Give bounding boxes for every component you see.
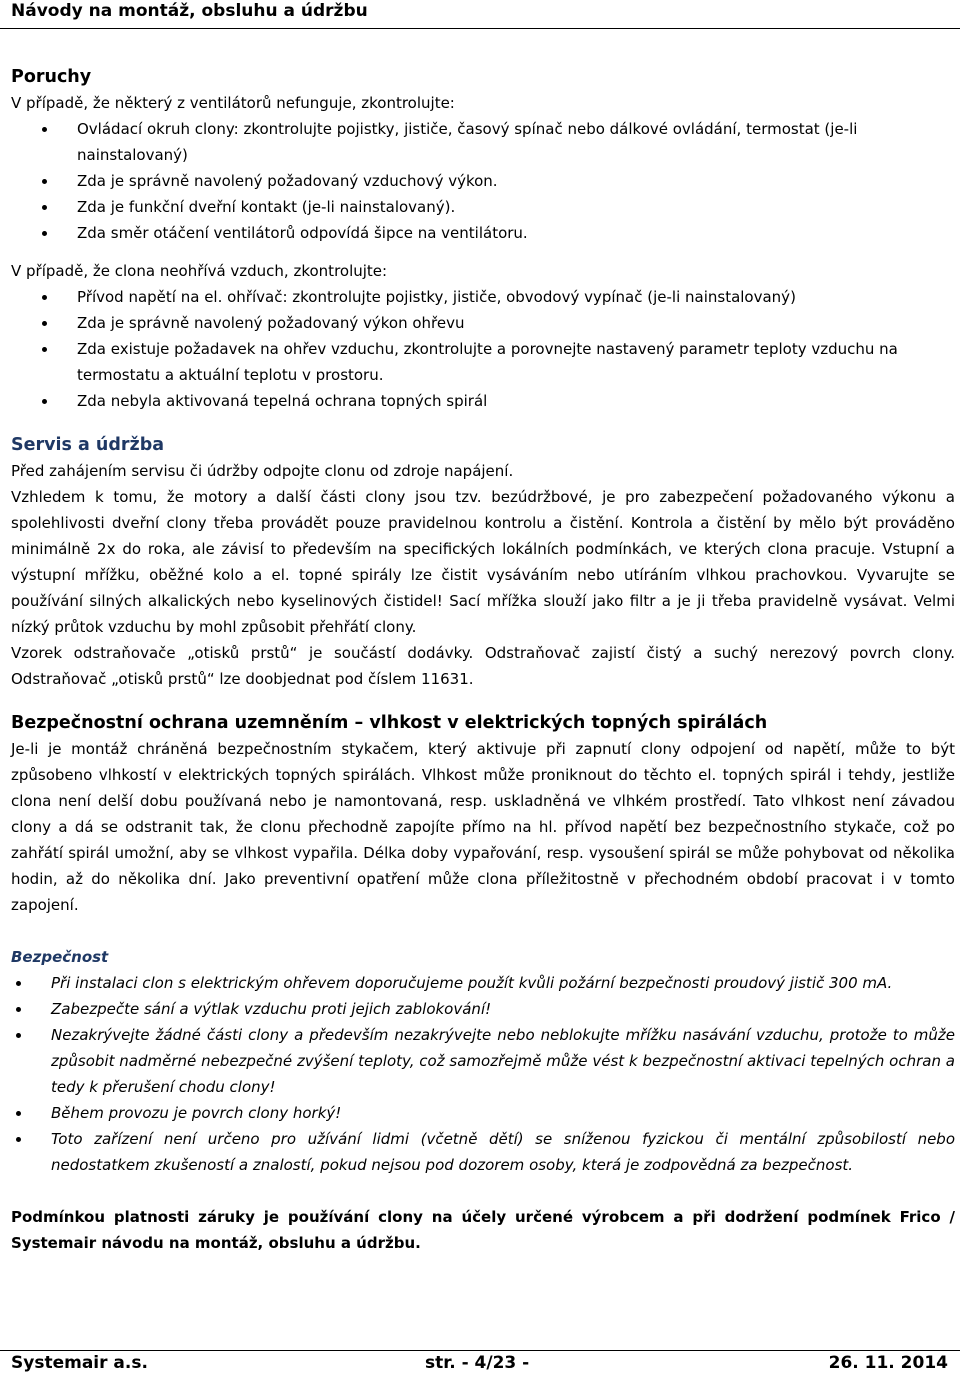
list-item: Při instalaci clon s elektrickým ohřevem doporučujeme použít kvůli požární bezpečnosti proudový jistič 300 mA. [11, 970, 955, 996]
list-item: Nezakrývejte žádné části clony a především nezakrývejte nebo neblokujte mřížku nasávání vzduchu, protože to může způsobit nadměrné nebezpečné zvýšení teploty, což samozřejmě může vést k bezpečnostní aktivaci tepelných ochran a tedy k přerušení chodu clony! [11, 1022, 955, 1100]
warranty-note: Podmínkou platnosti záruky je používání clony na účely určené výrobcem a při dodržení podmínek Frico / Systemair návodu na montáž, obsluhu a údržbu. [11, 1208, 955, 1252]
list-item: Ovládací okruh clony: zkontrolujte pojistky, jističe, časový spínač nebo dálkové ovládání, termostat (je-li nainstalovaný) [11, 116, 955, 168]
section-heading-bezpecnost: Bezpečnost [11, 948, 109, 966]
paragraph-servis-1: Před zahájením servisu či údržby odpojte clonu od zdroje napájení. [11, 462, 514, 480]
bullet-icon [42, 127, 47, 132]
bullet-icon [16, 1007, 21, 1012]
list-item: Během provozu je povrch clony horký! [11, 1100, 955, 1126]
bullet-icon [42, 231, 47, 236]
bullet-icon [42, 347, 47, 352]
paragraph-ochrana: Je-li je montáž chráněná bezpečnostním stykačem, který aktivuje při zapnutí clony odpojení od napětí, může to být způsobeno vlhkostí v elektrických topných spirálách. Vlhkost může proniknout do těchto el. topných spirál i tehdy, jestliže clona není delší dobu používaná nebo je namontovaná, resp. uskladněná ve vlhkém prostředí. Tato vlhkost není závadou clony a dá se odstranit tak, že clonu přechodně zapojíte přímo na hl. přívod napětí bez bezpečnostního stykače, což po zahřátí spirál umožní, aby se vlhkost vypařila. Délka doby vypařování, resp. vysoušení spirál se může pohybovat od několika hodin, až do několika dní. Jako preventivní opatření může clona příležitostně v přechodném období pracovat i v tomto zapojení. [11, 740, 955, 914]
list-item: Zda nebyla aktivovaná tepelná ochrana topných spirál [11, 388, 955, 414]
bullet-icon [16, 1033, 21, 1038]
bullet-icon [16, 1137, 21, 1142]
header-title: Návody na montáž, obsluhu a údržbu [11, 1, 368, 21]
list-item: Zda směr otáčení ventilátorů odpovídá šipce na ventilátoru. [11, 220, 955, 246]
document-body [11, 64, 955, 1256]
heating-check-list [11, 284, 955, 414]
page-footer [0, 1350, 960, 1375]
bullet-icon [42, 295, 47, 300]
header-divider [0, 28, 960, 29]
footer-company: Systemair a.s. [11, 1353, 148, 1373]
footer-divider [0, 1350, 960, 1351]
bullet-icon [16, 1111, 21, 1116]
paragraph-intro-fans: V případě, že některý z ventilátorů nefunguje, zkontrolujte: [11, 94, 455, 112]
list-item: Přívod napětí na el. ohřívač: zkontrolujte pojistky, jističe, obvodový vypínač (je-li nainstalovaný) [11, 284, 955, 310]
footer-date: 26. 11. 2014 [828, 1353, 948, 1373]
bullet-icon [42, 179, 47, 184]
paragraph-servis-2: Vzhledem k tomu, že motory a další části clony jsou tzv. bezúdržbové, je pro zabezpečení požadovaného výkonu a spolehlivosti dveřní clony třeba provádět pouze pravidelnou kontrolu a čistění. Kontrola a čistění by mělo být prováděno minimálně 2x do roka, ale závisí to především na specifických lokálních podmínkách, ve kterých clona pracuje. Vstupní a výstupní mřížku, oběžné kolo a el. topné spirály lze čistit vysáváním nebo utíráním vlhkou prachovkou. Vyvarujte se používání silných alkalických nebo kyselinových čistidel! Sací mřížka slouží jako filtr a je ji třeba pravidelně vysávat. Velmi nízký průtok vzduchu by mohl způsobit přehřátí clony. [11, 488, 955, 636]
bullet-icon [42, 205, 47, 210]
fan-check-list [11, 116, 955, 246]
bullet-icon [42, 321, 47, 326]
section-heading-ochrana: Bezpečnostní ochrana uzemněním – vlhkost v elektrických topných spirálách [11, 713, 768, 733]
section-heading-servis: Servis a údržba [11, 435, 165, 455]
paragraph-servis-3: Vzorek odstraňovače „otisků prstů“ je součástí dodávky. Odstraňovač zajistí čistý a suchý nerezový povrch clony. Odstraňovač „otisků prstů“ lze doobjednat pod číslem 11631. [11, 644, 955, 688]
list-item: Zabezpečte sání a výtlak vzduchu proti jejich zablokování! [11, 996, 955, 1022]
list-item: Zda je funkční dveřní kontakt (je-li nainstalovaný). [11, 194, 955, 220]
section-heading-poruchy: Poruchy [11, 67, 92, 87]
list-item: Zda je správně navolený požadovaný výkon ohřevu [11, 310, 955, 336]
page-header [0, 0, 960, 38]
list-item: Toto zařízení není určeno pro užívání lidmi (včetně dětí) se sníženou fyzickou či mentální způsobilostí nebo nedostatkem zkušeností a znalostí, pokud nejsou pod dozorem osoby, která je zodpovědná za bezpečnost. [11, 1126, 955, 1178]
safety-list [11, 970, 955, 1178]
list-item: Zda existuje požadavek na ohřev vzduchu, zkontrolujte a porovnejte nastavený parametr teploty vzduchu na termostatu a aktuální teplotu v prostoru. [11, 336, 955, 388]
list-item: Zda je správně navolený požadovaný vzduchový výkon. [11, 168, 955, 194]
footer-page-number: str. - 4/23 - [425, 1353, 530, 1373]
paragraph-intro-heating: V případě, že clona neohřívá vzduch, zkontrolujte: [11, 262, 388, 280]
bullet-icon [42, 399, 47, 404]
bullet-icon [16, 981, 21, 986]
